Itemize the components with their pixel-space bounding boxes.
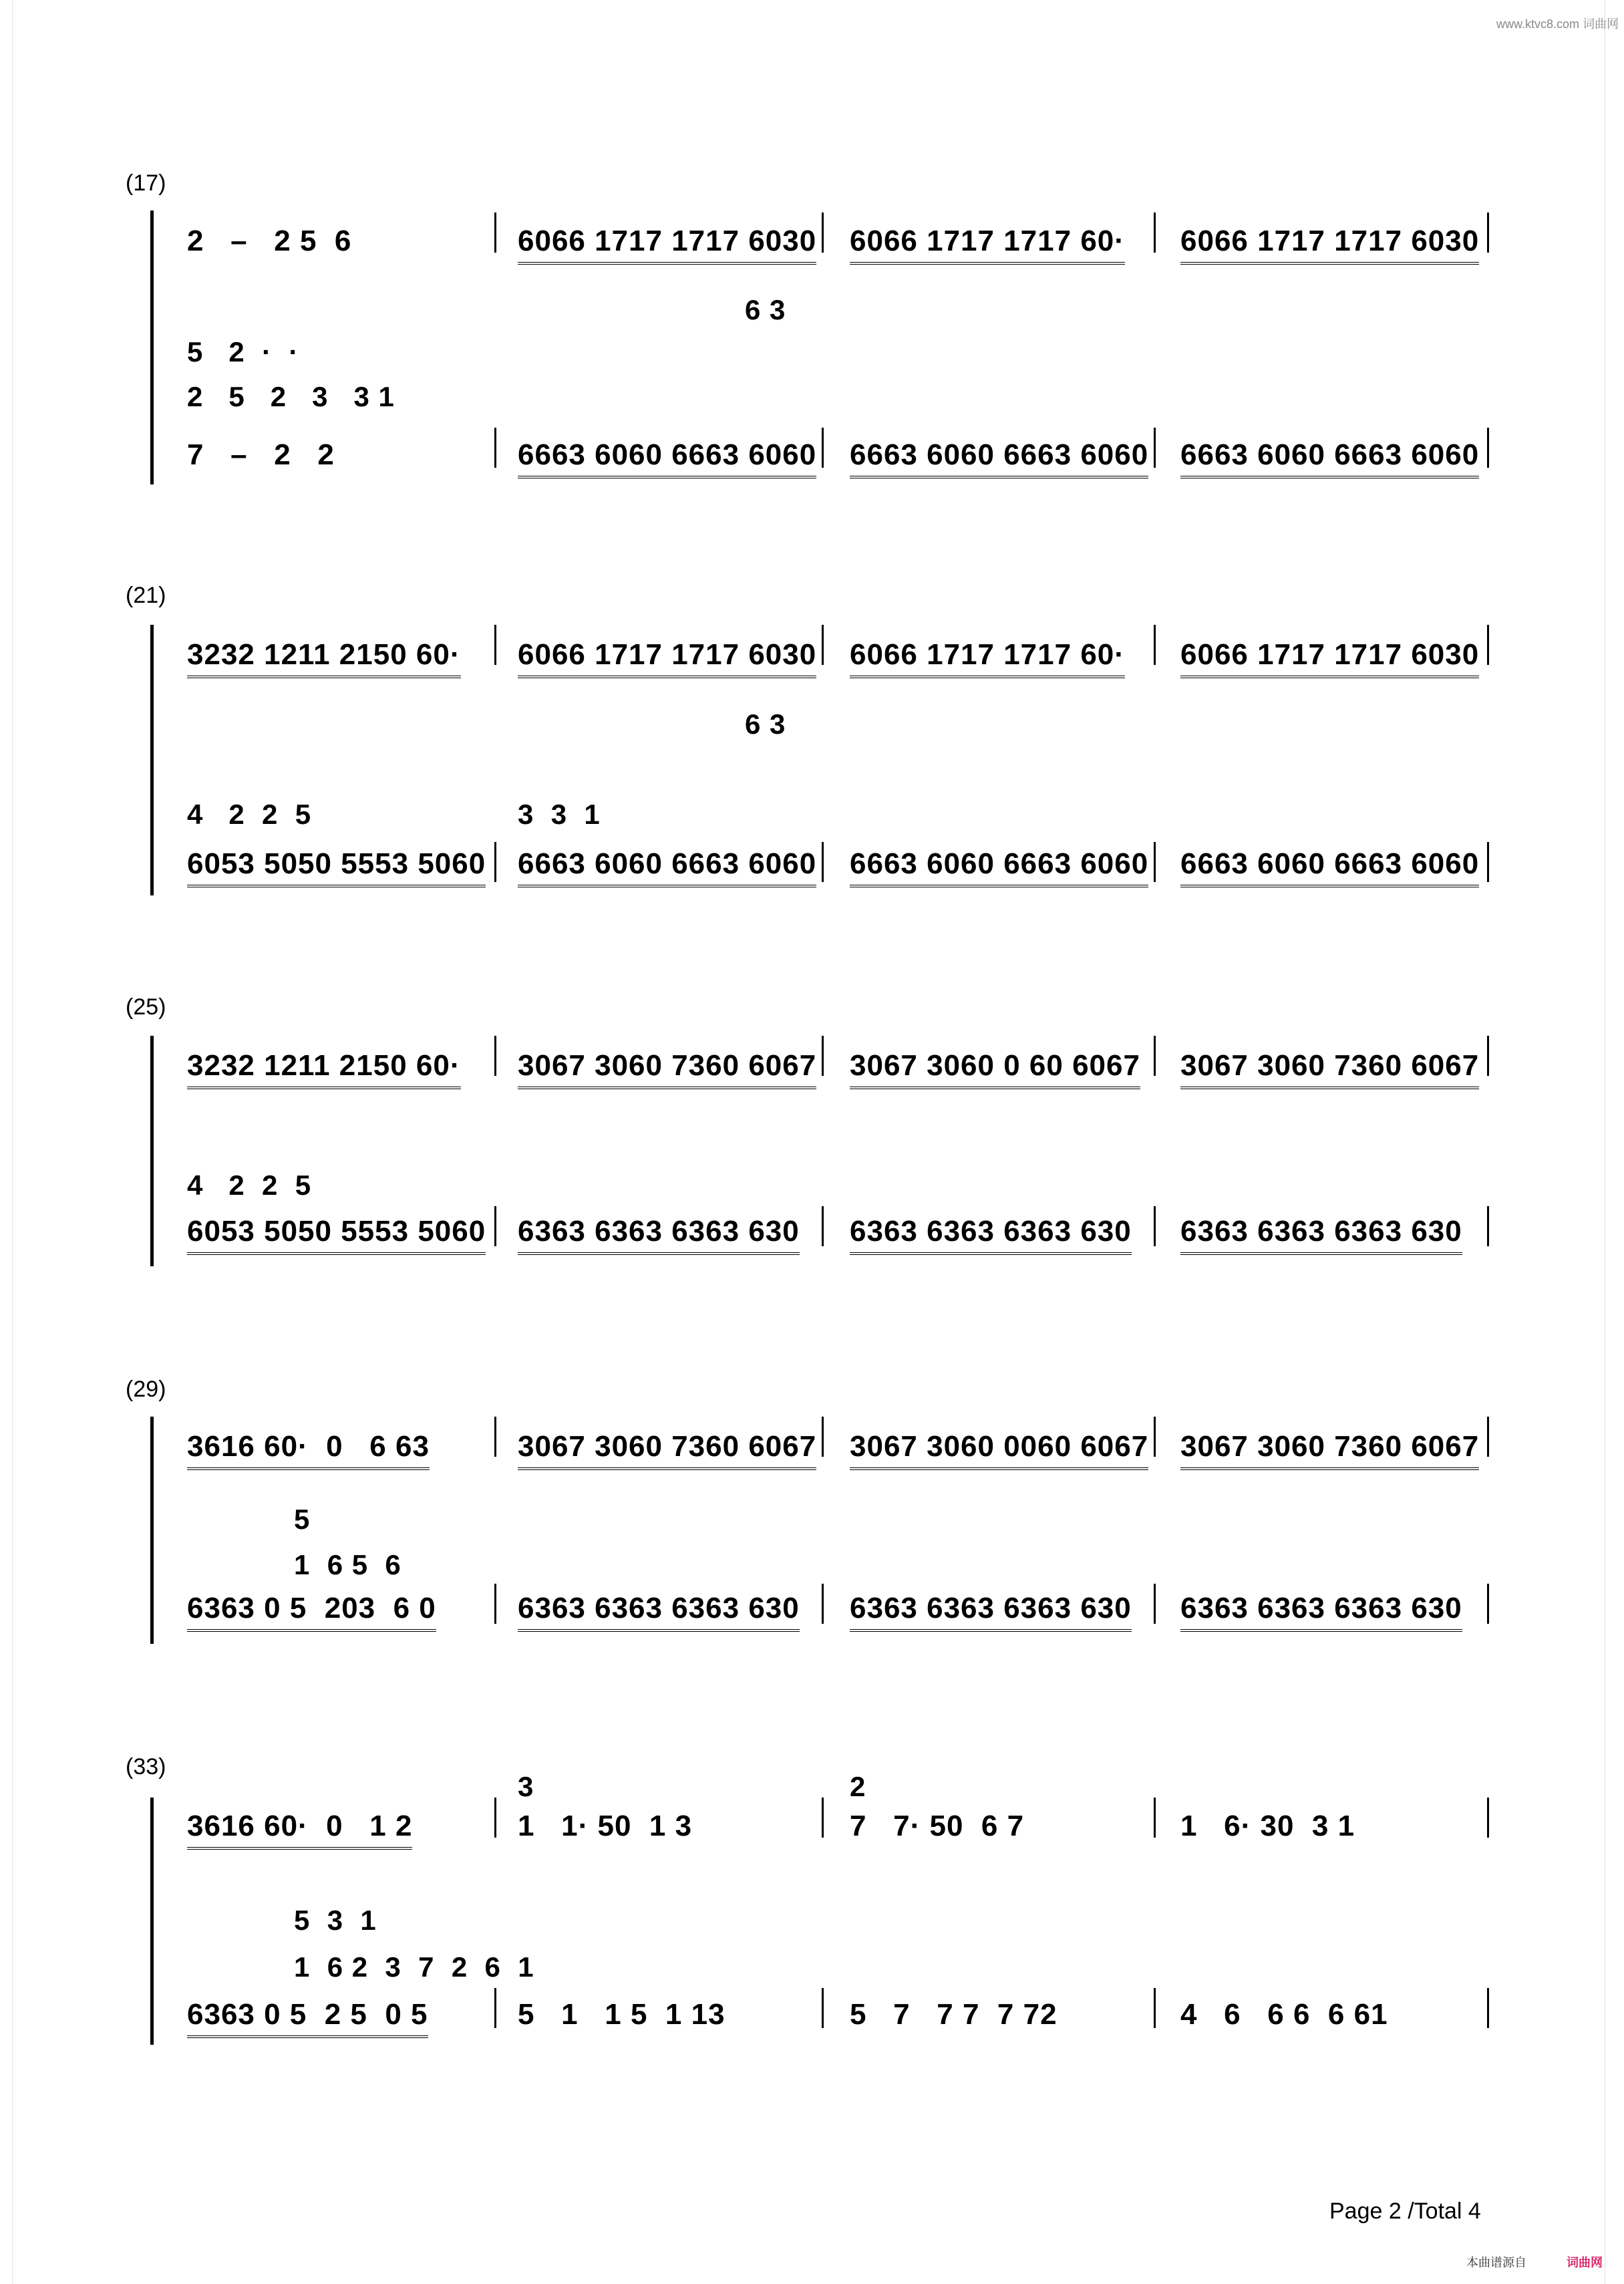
barline: [494, 1798, 496, 1838]
barline: [822, 1988, 824, 2028]
bass-measure: 6363 6363 6363 630: [518, 1592, 800, 1632]
bass-measure: 6663 6060 6663 6060: [1180, 847, 1479, 887]
barline: [822, 212, 824, 253]
chord-stack: 5 3 1: [294, 1904, 377, 1936]
chord-stack: 5 2 · ·: [187, 336, 299, 368]
barline: [1487, 428, 1489, 468]
barline: [822, 1798, 824, 1838]
melody-measure: 1 6· 30 3 1: [1180, 1810, 1355, 1842]
system-bar: [150, 1036, 154, 1266]
chord-stack: 6 3: [745, 294, 786, 325]
system-bar: [150, 625, 154, 895]
barline: [1154, 842, 1156, 882]
chord-stack: 2: [850, 1771, 866, 1802]
barline: [1487, 1036, 1489, 1076]
barline: [1154, 1036, 1156, 1076]
melody-measure: 3616 60· 0 1 2: [187, 1810, 412, 1850]
barline: [1487, 212, 1489, 253]
barline: [822, 842, 824, 882]
barline: [494, 1584, 496, 1624]
barline: [494, 1206, 496, 1246]
chord-stack: 6 3: [745, 708, 786, 740]
bass-measure: 4 6 6 6 6 61: [1180, 1998, 1388, 2031]
system-bar: [150, 210, 154, 484]
barline: [1154, 1206, 1156, 1246]
bass-measure: 6053 5050 5553 5060: [187, 1215, 486, 1255]
barline: [1487, 1206, 1489, 1246]
barline: [1154, 1584, 1156, 1624]
melody-measure: 3067 3060 7360 6067: [1180, 1049, 1479, 1089]
barline: [822, 428, 824, 468]
bass-measure: 6053 5050 5553 5060: [187, 847, 486, 887]
barline: [494, 842, 496, 882]
barline: [1487, 1798, 1489, 1838]
source-stamp: 本曲谱源自: [1466, 2256, 1526, 2269]
melody-measure: 2 – 2 5 6: [187, 225, 352, 257]
melody-measure: 3232 1211 2150 60·: [187, 1049, 461, 1089]
chord-stack: 2 5 2 3 3 1: [187, 381, 395, 412]
barline: [822, 1417, 824, 1457]
barline: [494, 1036, 496, 1076]
chord-stack: 4 2 2 5: [187, 799, 312, 830]
chord-stack: 1 6 2 3 7 2 6 1: [294, 1951, 534, 1983]
watermark: www.ktvc8.com 词曲网: [1496, 17, 1619, 31]
system-bar: [150, 1417, 154, 1644]
barline: [1487, 1417, 1489, 1457]
bass-measure: 6363 6363 6363 630: [850, 1215, 1132, 1255]
melody-measure: 6066 1717 1717 60·: [850, 638, 1125, 678]
bass-measure: 6363 6363 6363 630: [850, 1592, 1132, 1632]
barline: [822, 1036, 824, 1076]
barline: [1487, 1988, 1489, 2028]
chord-stack: 4 2 2 5: [187, 1169, 312, 1201]
barline: [1154, 1417, 1156, 1457]
melody-measure: 3067 3060 7360 6067: [518, 1430, 816, 1470]
chord-stack: 5: [294, 1504, 311, 1535]
bass-measure: 6363 0 5 2 5 0 5: [187, 1998, 428, 2038]
source-logo: 词曲网: [1567, 2256, 1603, 2269]
melody-measure: 6066 1717 1717 6030: [518, 225, 816, 265]
bass-measure: 6363 0 5 203 6 0: [187, 1592, 436, 1632]
bass-measure: 5 1 1 5 1 13: [518, 1998, 725, 2031]
melody-measure: 3616 60· 0 6 63: [187, 1430, 430, 1470]
barline: [1487, 1584, 1489, 1624]
melody-measure: 3232 1211 2150 60·: [187, 638, 461, 678]
barline: [1154, 212, 1156, 253]
melody-measure: 6066 1717 1717 6030: [518, 638, 816, 678]
page-edge-left: [0, 0, 13, 2284]
bass-measure: 6663 6060 6663 6060: [850, 847, 1148, 887]
bass-measure: 5 7 7 7 7 72: [850, 1998, 1058, 2031]
barline: [494, 625, 496, 665]
page-number: Page 2 /Total 4: [1329, 2198, 1481, 2224]
bass-measure: 7 – 2 2: [187, 438, 335, 471]
measure-label: (17): [126, 170, 166, 196]
melody-measure: 3067 3060 7360 6067: [518, 1049, 816, 1089]
bass-measure: 6663 6060 6663 6060: [518, 847, 816, 887]
barline: [822, 1206, 824, 1246]
barline: [494, 428, 496, 468]
melody-measure: 6066 1717 1717 6030: [1180, 225, 1479, 265]
bass-measure: 6363 6363 6363 630: [518, 1215, 800, 1255]
melody-measure: 6066 1717 1717 6030: [1180, 638, 1479, 678]
barline: [1487, 625, 1489, 665]
bass-measure: 6363 6363 6363 630: [1180, 1592, 1462, 1632]
barline: [494, 1417, 496, 1457]
bass-measure: 6663 6060 6663 6060: [850, 438, 1148, 478]
barline: [494, 212, 496, 253]
melody-measure: 6066 1717 1717 60·: [850, 225, 1125, 265]
measure-label: (25): [126, 994, 166, 1020]
barline: [494, 1988, 496, 2028]
melody-measure: 1 1· 50 1 3: [518, 1810, 693, 1842]
barline: [1154, 1798, 1156, 1838]
melody-measure: 3067 3060 0060 6067: [850, 1430, 1148, 1470]
system-bar: [150, 1798, 154, 2045]
bass-measure: 6363 6363 6363 630: [1180, 1215, 1462, 1255]
barline: [1154, 1988, 1156, 2028]
measure-label: (33): [126, 1754, 166, 1779]
barline: [822, 1584, 824, 1624]
melody-measure: 3067 3060 7360 6067: [1180, 1430, 1479, 1470]
melody-measure: 3067 3060 0 60 6067: [850, 1049, 1140, 1089]
bass-measure: 6663 6060 6663 6060: [518, 438, 816, 478]
chord-stack: 3 3 1: [518, 799, 601, 830]
chord-stack: 3: [518, 1771, 534, 1802]
barline: [1154, 625, 1156, 665]
measure-label: (29): [126, 1377, 166, 1402]
measure-label: (21): [126, 583, 166, 608]
barline: [1487, 842, 1489, 882]
chord-stack: 1 6 5 6: [294, 1549, 401, 1580]
page-edge-right: [1605, 0, 1624, 2284]
melody-measure: 7 7· 50 6 7: [850, 1810, 1025, 1842]
bass-measure: 6663 6060 6663 6060: [1180, 438, 1479, 478]
barline: [1154, 428, 1156, 468]
barline: [822, 625, 824, 665]
